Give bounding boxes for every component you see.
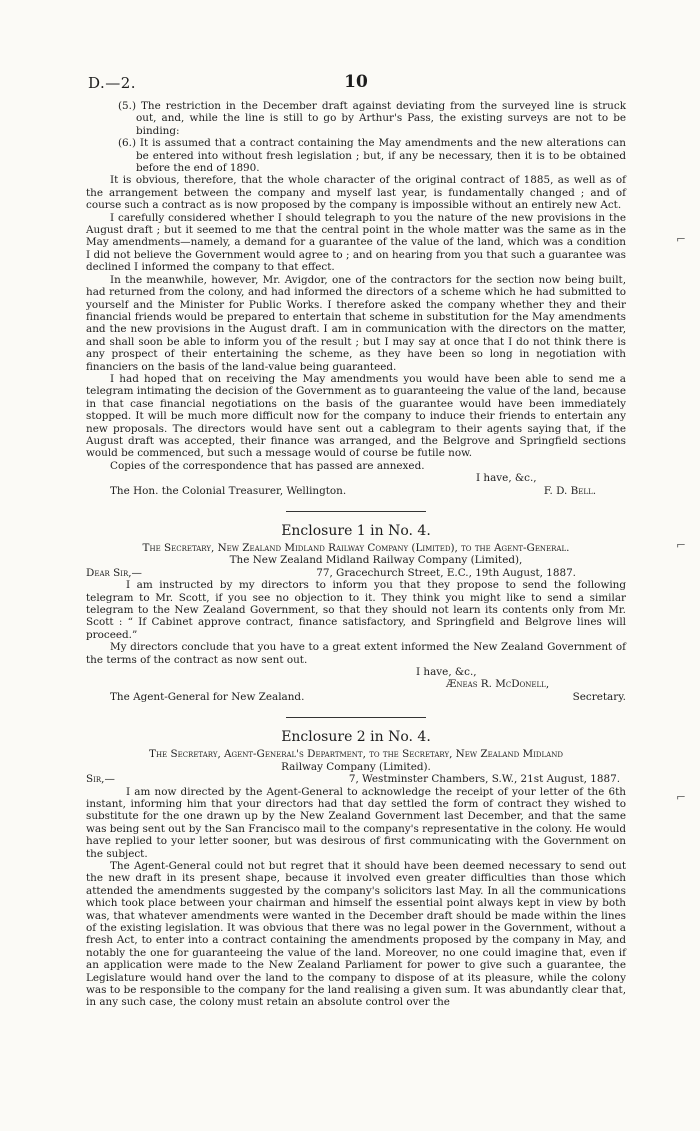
letterhead: The New Zealand Midland Railway Company (Limited), — [229, 554, 523, 567]
page-header — [86, 74, 626, 100]
divider — [286, 511, 426, 512]
enclosure-subtitle: The Secretary, Agent-General's Department, to the Secretary, New Zealand Midland — [149, 748, 563, 761]
address-row — [86, 567, 626, 579]
list-item: (5.) The restriction in the December draft against deviating from the surveyed line is struck out, and, while the line is still to go by Arthur's Pass, the existing surveys are not to be binding: — [118, 100, 626, 137]
paragraph: I carefully considered whether I should telegraph to you the nature of the new provisions in the August draft ; but it seemed to me that the central point in the whole matter was the same as in the May amendments—namely, a demand for a guarantee of the value of the land, which was a condition I did not believe the Government would agree to ; and on hearing from you that such a guarantee was declined I informed the company to that effect. — [86, 211, 626, 274]
signature: F. D. Bell. — [543, 484, 596, 497]
list-item: (6.) It is assumed that a contract containing the May amendments and the new alterations can be entered into without fresh legislation ; but, if any be necessary, then it is to be obtained before the end of 1890. — [118, 137, 626, 175]
margin-mark: ⌐ — [676, 232, 687, 246]
address: 7, Westminster Chambers, S.W., 21st August, 1887. — [348, 773, 620, 786]
enclosure-subtitle: The Secretary, New Zealand Midland Railway Company (Limited), to the Agent-General. — [142, 542, 570, 554]
paragraph: I had hoped that on receiving the May amendments you would have been able to send me a telegram intimating the decision of the Government as to guaranteeing the value of the land, because in that case financial negotiations on the basis of the guarantee would have been immediately stopped. It will be much more difficult now for the company to induce their friends to entertain any new proposals. The directors would have sent out a cablegram to their agents saying that, if the August draft was accepted, their finance was arranged, and the Belgrove and Springfield sections would be commenced, but such a message would of course be futile now. — [86, 372, 626, 460]
salutation: Dear Sir,— — [86, 566, 142, 579]
paragraph: I am instructed by my directors to inform you that they propose to send the following telegram to Mr. Scott, if you see no objection to it. They think you might like to send a similar telegram to the New Zealand Government, so that they should not learn its contents only from Mr. Scott : “ If Cabinet approve contract, finance satisfactory, and Springfield and Belgrove lines will proceed.” — [86, 579, 626, 641]
salutation: Sir,— — [86, 773, 115, 786]
page-number: 10 — [344, 72, 368, 92]
paragraph: I am now directed by the Agent-General to acknowledge the receipt of your letter of the 6th instant, informing him that your directors had that day settled the form of contract they wished to substitute for the one drawn up by the New Zealand Government last December, and that the same was being sent out by the San Francisco mail to the company's representative in the colony. He would have replied to your letter sooner, but was desirous of first communicating with the Government on the subject. — [86, 785, 626, 860]
margin-mark: ⌐ — [676, 790, 687, 804]
document-reference: D.—2. — [88, 74, 137, 92]
signature-row — [86, 485, 626, 497]
enclosure-subtitle: Railway Company (Limited). — [281, 760, 431, 773]
enclosure-title: Enclosure 1 in No. 4. — [281, 523, 431, 539]
paragraph: In the meanwhile, however, Mr. Avigdor, one of the contractors for the section now being built, had returned from the colony, and had informed the directors of a scheme which he had submitted to yourself and the Minister for Public Works. I therefore asked the company whether they and their financial friends would be prepared to entertain that scheme in substitution for the May amendments and the new provisions in the August draft. I am in communication with the directors on the matter, and shall soon be able to inform you of the result ; but I may say at once that I do not think there is any prospect of their entertaining the scheme, as they have been so long in negotiation with financiers on the basis of the land-value being guaranteed. — [86, 273, 626, 373]
divider — [286, 717, 426, 718]
addressee: The Hon. the Colonial Treasurer, Wellington. — [110, 484, 347, 497]
signatory-title: Secretary. — [572, 690, 626, 703]
paragraph: The Agent-General could not but regret that it should have been deemed necessary to send out the new draft in its present shape, because it involved even greater difficulties than those which attended the amendments suggested by the company's solicitors last May. In all the communications which took place between your chairman and himself the essential point always kept in view by both was, that whatever amendments were wanted in the December draft should be made within the lines of the existing legislation. It was obvious that there was no legal power in the Government, without a fresh Act, to enter into a contract containing the amendments proposed by the company in May, and notably the one for guaranteeing the value of the land. Moreover, no one could imagine that, even if an application were made to the New Zealand Parliament for power to give such a guarantee, the Legislature would hand over the land to the company to dispose of at its pleasure, while the colony was to be responsible to the company for the land realising a given sum. It was abundantly clear that, in any such case, the colony must retain an absolute control over the — [86, 859, 626, 1009]
paragraph: Copies of the correspondence that has passed are annexed. — [110, 459, 425, 472]
closing: I have, &c., — [416, 666, 477, 679]
closing: I have, &c., — [476, 472, 537, 485]
paragraph: It is obvious, therefore, that the whole character of the original contract of 1885, as well as of the arrangement between the company and myself last year, is fundamentally changed ; and of course such a contract as is now proposed by the company is impossible without an entirely new Act. — [86, 174, 626, 212]
address-row — [86, 773, 626, 785]
document-page — [86, 74, 626, 1009]
paragraph: My directors conclude that you have to a great extent informed the New Zealand Government of the terms of the contract as now sent out. — [86, 641, 626, 666]
margin-mark: ⌐ — [676, 538, 687, 552]
addressee: The Agent-General for New Zealand. — [110, 690, 305, 703]
address: 77, Gracechurch Street, E.C., 19th August, 1887. — [316, 566, 576, 579]
signature: Æneas R. McDonell, — [446, 678, 550, 691]
signature-row — [86, 691, 626, 703]
enclosure-title: Enclosure 2 in No. 4. — [281, 729, 431, 746]
